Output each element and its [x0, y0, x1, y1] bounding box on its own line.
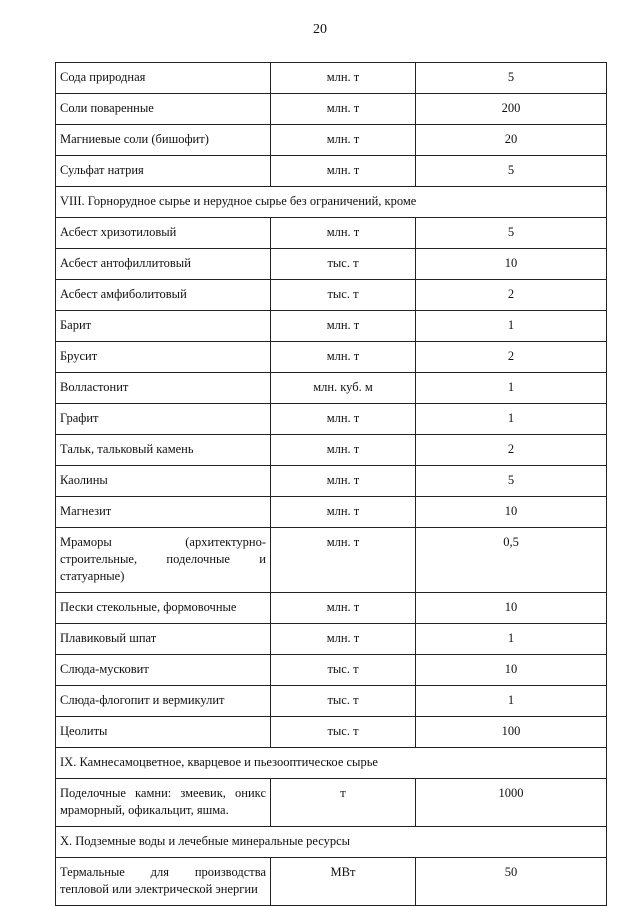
table-row [56, 593, 607, 624]
resource-name: Мраморы (архитектурно-строительные, поделочные и статуарные) [56, 528, 271, 593]
unit-cell: млн. т [271, 342, 416, 373]
page-number: 20 [313, 22, 327, 37]
resources-table [55, 62, 607, 906]
resource-name: Тальк, тальковый камень [56, 435, 271, 466]
resource-name: Каолины [56, 466, 271, 497]
value-cell: 10 [416, 593, 607, 624]
table-row [56, 280, 607, 311]
unit-cell: млн. т [271, 94, 416, 125]
resource-name: Соли поваренные [56, 94, 271, 125]
resource-name: Слюда-мусковит [56, 655, 271, 686]
resource-name: Магниевые соли (бишофит) [56, 125, 271, 156]
section-title: X. Подземные воды и лечебные минеральные ресурсы [56, 827, 607, 858]
unit-cell: млн. т [271, 528, 416, 593]
unit-cell: млн. т [271, 593, 416, 624]
resource-name: Асбест амфиболитовый [56, 280, 271, 311]
table-row [56, 373, 607, 404]
value-cell: 2 [416, 435, 607, 466]
value-cell: 1 [416, 404, 607, 435]
unit-cell: млн. т [271, 218, 416, 249]
section-title: IX. Камнесамоцветное, кварцевое и пьезооптическое сырье [56, 748, 607, 779]
resource-name: Магнезит [56, 497, 271, 528]
value-cell: 1 [416, 624, 607, 655]
unit-cell: тыс. т [271, 280, 416, 311]
unit-cell: млн. куб. м [271, 373, 416, 404]
value-cell: 0,5 [416, 528, 607, 593]
unit-cell: млн. т [271, 63, 416, 94]
unit-cell: МВт [271, 858, 416, 906]
table-row [56, 249, 607, 280]
value-cell: 1 [416, 373, 607, 404]
section-header-row [56, 827, 607, 858]
resource-name: Сода природная [56, 63, 271, 94]
unit-cell: тыс. т [271, 655, 416, 686]
table-row [56, 779, 607, 827]
value-cell: 100 [416, 717, 607, 748]
table-row [56, 156, 607, 187]
value-cell: 5 [416, 466, 607, 497]
table-row [56, 94, 607, 125]
unit-cell: млн. т [271, 497, 416, 528]
resource-name: Плавиковый шпат [56, 624, 271, 655]
unit-cell: млн. т [271, 156, 416, 187]
table-row [56, 717, 607, 748]
table-row [56, 528, 607, 593]
value-cell: 5 [416, 63, 607, 94]
resource-name: Сульфат натрия [56, 156, 271, 187]
unit-cell: т [271, 779, 416, 827]
table-row [56, 404, 607, 435]
resource-name: Асбест антофиллитовый [56, 249, 271, 280]
unit-cell: тыс. т [271, 686, 416, 717]
table-row [56, 686, 607, 717]
section-title: VIII. Горнорудное сырье и нерудное сырье без ограничений, кроме [56, 187, 607, 218]
value-cell: 20 [416, 125, 607, 156]
table-row [56, 435, 607, 466]
value-cell: 10 [416, 655, 607, 686]
unit-cell: тыс. т [271, 717, 416, 748]
value-cell: 1 [416, 686, 607, 717]
value-cell: 1000 [416, 779, 607, 827]
unit-cell: млн. т [271, 311, 416, 342]
unit-cell: млн. т [271, 435, 416, 466]
unit-cell: тыс. т [271, 249, 416, 280]
value-cell: 200 [416, 94, 607, 125]
table-row [56, 497, 607, 528]
table-row [56, 125, 607, 156]
value-cell: 1 [416, 311, 607, 342]
unit-cell: млн. т [271, 624, 416, 655]
table-row [56, 858, 607, 906]
table-row [56, 342, 607, 373]
resource-name: Слюда-флогопит и вермикулит [56, 686, 271, 717]
unit-cell: млн. т [271, 404, 416, 435]
resource-name: Брусит [56, 342, 271, 373]
resource-name: Термальные для производства тепловой или электрической энергии [56, 858, 271, 906]
resource-name: Асбест хризотиловый [56, 218, 271, 249]
value-cell: 2 [416, 342, 607, 373]
table-row [56, 218, 607, 249]
resource-name: Поделочные камни: змеевик, оникс мраморный, офикальцит, яшма. [56, 779, 271, 827]
resource-name: Цеолиты [56, 717, 271, 748]
section-header-row [56, 748, 607, 779]
section-header-row [56, 187, 607, 218]
unit-cell: млн. т [271, 125, 416, 156]
table-row [56, 655, 607, 686]
value-cell: 5 [416, 156, 607, 187]
value-cell: 50 [416, 858, 607, 906]
resource-name: Графит [56, 404, 271, 435]
table-row [56, 624, 607, 655]
table-row [56, 63, 607, 94]
value-cell: 10 [416, 497, 607, 528]
table-row [56, 466, 607, 497]
table-row [56, 311, 607, 342]
resource-name: Пески стекольные, формовочные [56, 593, 271, 624]
value-cell: 10 [416, 249, 607, 280]
value-cell: 2 [416, 280, 607, 311]
value-cell: 5 [416, 218, 607, 249]
resource-name: Барит [56, 311, 271, 342]
resource-name: Волластонит [56, 373, 271, 404]
unit-cell: млн. т [271, 466, 416, 497]
